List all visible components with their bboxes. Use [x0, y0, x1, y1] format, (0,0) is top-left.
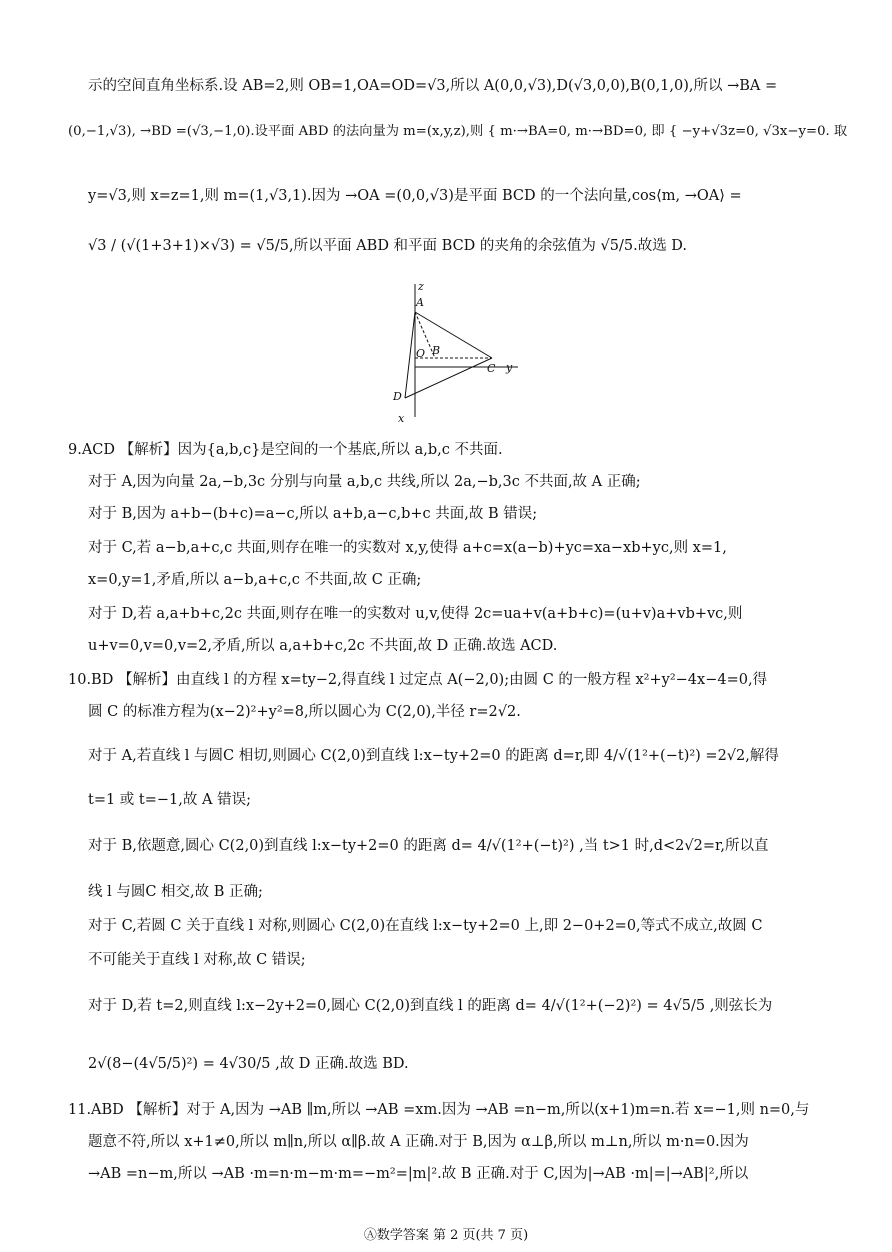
label-B: B	[432, 344, 441, 357]
edge-AC	[415, 312, 492, 358]
text-line: (0,−1,√3), →BD =(√3,−1,0).设平面 ABD 的法向量为 m=(x,y,z),则 { m·→BA=0, m·→BD=0, 即 { −y+√3z=0, √3x−y=0. 取	[68, 124, 848, 139]
text-line: 线 l 与圆C 相交,故 B 正确;	[88, 884, 263, 900]
text-line: 对于 D,若 t=2,则直线 l:x−2y+2=0,圆心 C(2,0)到直线 l 的距离 d= 4/√(1²+(−2)²) = 4√5/5 ,则弦长为	[88, 998, 773, 1014]
edge-DC	[405, 358, 492, 398]
text-line: y=√3,则 x=z=1,则 m=(1,√3,1).因为 →OA =(0,0,√3)是平面 BCD 的一个法向量,cos⟨m, →OA⟩ =	[88, 188, 742, 204]
text-line: t=1 或 t=−1,故 A 错误;	[88, 792, 251, 808]
coordinate-figure	[380, 282, 520, 427]
text-line: x=0,y=1,矛盾,所以 a−b,a+c,c 不共面,故 C 正确;	[88, 572, 422, 588]
text-line: 圆 C 的标准方程为(x−2)²+y²=8,所以圆心为 C(2,0),半径 r=2√2.	[88, 704, 521, 720]
text-line: 对于 A,若直线 l 与圆C 相切,则圆心 C(2,0)到直线 l:x−ty+2=0 的距离 d=r,即 4/√(1²+(−t)²) =2√2,解得	[88, 748, 779, 764]
text-line: √3 / (√(1+3+1)×√3) = √5/5,所以平面 ABD 和平面 BCD 的夹角的余弦值为 √5/5.故选 D.	[88, 238, 688, 254]
label-C: C	[487, 362, 496, 375]
label-A: A	[416, 296, 424, 309]
label-D: D	[393, 390, 402, 403]
label-O: O	[416, 347, 426, 360]
text-line: 对于 A,因为向量 2a,−b,3c 分别与向量 a,b,c 共线,所以 2a,−b,3c 不共面,故 A 正确;	[88, 474, 641, 490]
text-line: 10.BD 【解析】由直线 l 的方程 x=ty−2,得直线 l 过定点 A(−2,0);由圆 C 的一般方程 x²+y²−4x−4=0,得	[68, 672, 768, 688]
text-line: 题意不符,所以 x+1≠0,所以 m∥n,所以 α∥β.故 A 正确.对于 B,因为 α⊥β,所以 m⊥n,所以 m·n=0.因为	[88, 1134, 749, 1150]
label-z: z	[418, 282, 424, 293]
text-line: 示的空间直角坐标系.设 AB=2,则 OB=1,OA=OD=√3,所以 A(0,0,√3),D(√3,0,0),B(0,1,0),所以 →BA =	[88, 78, 778, 94]
text-line: 对于 B,依题意,圆心 C(2,0)到直线 l:x−ty+2=0 的距离 d= 4/√(1²+(−t)²) ,当 t>1 时,d<2√2=r,所以直	[88, 838, 769, 854]
text-line: u+v=0,v=0,v=2,矛盾,所以 a,a+b+c,2c 不共面,故 D 正确.故选 ACD.	[88, 638, 558, 654]
edge-AD	[405, 312, 415, 398]
label-x: x	[398, 412, 405, 425]
page-footer: Ⓐ数学答案 第 2 页(共 7 页)	[363, 1228, 529, 1243]
text-line: →AB =n−m,所以 →AB ·m=n·m−m·m=−m²=|m|².故 B 正确.对于 C,因为|→AB ·m|=|→AB|²,所以	[88, 1166, 749, 1182]
text-line: 对于 D,若 a,a+b+c,2c 共面,则存在唯一的实数对 u,v,使得 2c=ua+v(a+b+c)=(u+v)a+vb+vc,则	[88, 606, 743, 622]
text-line: 11.ABD 【解析】对于 A,因为 →AB ∥m,所以 →AB =xm.因为 →AB =n−m,所以(x+1)m=n.若 x=−1,则 n=0,与	[68, 1102, 810, 1118]
text-line: 对于 C,若 a−b,a+c,c 共面,则存在唯一的实数对 x,y,使得 a+c=x(a−b)+yc=xa−xb+yc,则 x=1,	[88, 540, 727, 556]
text-line: 对于 B,因为 a+b−(b+c)=a−c,所以 a+b,a−c,b+c 共面,故 B 错误;	[88, 506, 538, 522]
label-y: y	[506, 361, 513, 374]
text-line: 对于 C,若圆 C 关于直线 l 对称,则圆心 C(2,0)在直线 l:x−ty+2=0 上,即 2−0+2=0,等式不成立,故圆 C	[88, 918, 763, 934]
text-line: 不可能关于直线 l 对称,故 C 错误;	[88, 952, 306, 968]
text-line: 9.ACD 【解析】因为{a,b,c}是空间的一个基底,所以 a,b,c 不共面.	[68, 442, 503, 458]
text-line: 2√(8−(4√5/5)²) = 4√30/5 ,故 D 正确.故选 BD.	[88, 1056, 409, 1072]
